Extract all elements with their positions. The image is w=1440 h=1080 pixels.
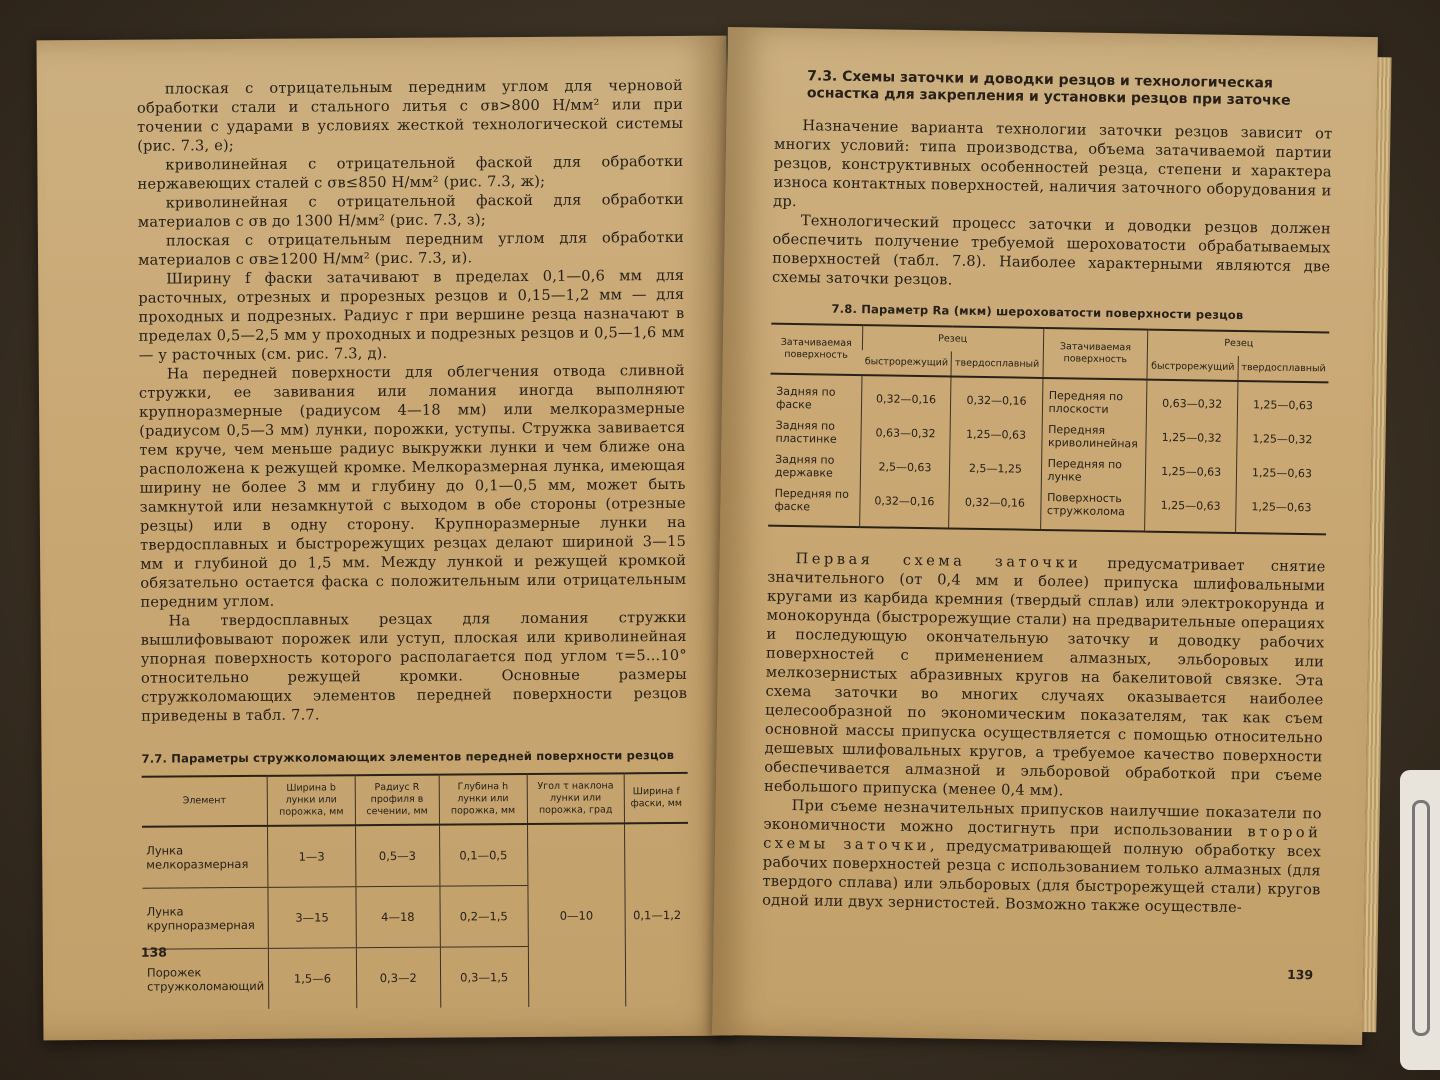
- table-cell: 0,2—1,5: [440, 886, 528, 948]
- table-cell: 1,5—6: [268, 948, 356, 1009]
- table-cell: 1—3: [268, 825, 356, 887]
- table-cell: 0,1—0,5: [439, 824, 527, 886]
- table-cell: 0,5—3: [355, 825, 439, 887]
- paragraph: криволинейная с отрицательной фаской для обработки нержавеющих сталей с σв≤850 Н/мм² (рис. 7.3, ж);: [137, 152, 684, 193]
- table-cell: Порожек стружколомающий: [143, 948, 269, 1009]
- column-header: Затачиваемая поверхность: [771, 324, 863, 375]
- left-page: [37, 36, 734, 1041]
- table-cell: Лунка крупноразмерная: [142, 887, 268, 949]
- table-cell: Передняя по плоскости: [1042, 378, 1148, 421]
- table-cell: Задняя по фаске: [775, 384, 836, 412]
- table-cell: 0,63—0,32: [1147, 380, 1238, 422]
- table-cell: Задняя по пластинке: [775, 418, 837, 446]
- table-cell: 1,25—0,63: [1237, 381, 1328, 423]
- table-row: [768, 483, 1327, 535]
- table-cell: 2,5—1,25: [950, 451, 1042, 486]
- table-cell: 1,25—0,63: [1235, 490, 1326, 534]
- paragraph: Назначение варианта технологии заточки резцов зависит от многих условий: типа производства, объема затачиваемой партии резцов, конструктивных особенностей резца, степени и характера износа контактных поверхностей, наличия заточного оборудования и др.: [773, 117, 1333, 211]
- column-header: быстрорежущий: [862, 350, 952, 376]
- column-header: Ширина b лунки или порожка, мм: [267, 775, 355, 826]
- table-cell: Задняя по державке: [774, 452, 835, 480]
- table-cell: Передняя по лунке: [1041, 453, 1146, 489]
- table-cell: 0,3—1,5: [440, 947, 528, 1008]
- column-header: Радиус R профиля в сечении, мм: [355, 775, 439, 826]
- table-7-7: [142, 772, 690, 1010]
- table-cell: 0,32—0,16: [861, 375, 951, 417]
- table-caption: 7.8. Параметр Ra (мкм) шероховатости поверхности резцов: [831, 301, 1244, 323]
- paragraph-first-scheme: [764, 549, 1326, 805]
- section-title: 7.3. Схемы заточки и доводки резцов и технологическая оснастка для закрепления и установки резцов при заточке: [806, 68, 1291, 109]
- paragraph: На передней поверхности для облегчения отвода сливной стружки, ее завивания или ломания иногда выполняют крупноразмерные (радиусом 4—18 мм) или мелкоразмерные (радиусом 0,5—3 мм) лунки, порожки, уступы. Стружка завивается тем круче, чем меньше радиус выкружки лунки и чем ближе она расположена к режущей кромке. Мелкоразмерная лунка, имеющая ширину не более 3 мм и глубину до 0,1—0,5 мм, может быть замкнутой или незамкнутой с выходом в обе стороны (отрезные резцы) или в одну сторону. Крупноразмерные лунки на твердосплавных и быстрорежущих резцах делают шириной 3—15 мм и глубиной до 1,5 мм. Между лункой и режущей кромкой обязательно остается фаска с положительным или отрицательным передним углом.: [138, 361, 687, 611]
- table-cell: 0,32—0,16: [951, 377, 1043, 419]
- table-cell: Лунка мелкоразмерная: [142, 826, 268, 888]
- desk-card: [1400, 770, 1440, 1070]
- table-cell: 0,32—0,16: [859, 484, 949, 528]
- table-cell: Поверхность стружколома: [1040, 487, 1146, 532]
- paragraph-text: , предусматривающей полную обработку всех рабочих поверхностей резца с использованием только алмазных (для твердого сплава) или эльборовых (для быстрорежущей стали) кругов одной или двух зернистостей. Возможно также осуществле-: [762, 837, 1322, 917]
- paragraph-text: При съеме незначительных припусков наилучшие показатели по экономичности можно достигнуть при использовании: [763, 797, 1322, 841]
- table-cell: 3—15: [268, 887, 356, 949]
- column-header: Элемент: [142, 776, 268, 827]
- table-cell: 1,25—0,63: [950, 418, 1042, 453]
- paragraph: плоская с отрицательным передним углом для обработки материалов с σв≥1200 Н/мм² (рис. 7.3, и).: [137, 228, 684, 269]
- page-number: 138: [140, 944, 168, 960]
- column-header: твердосплавный: [951, 352, 1043, 378]
- column-header: Глубина h лунки или порожка, мм: [439, 774, 527, 825]
- table-row: [142, 823, 688, 888]
- column-header: Угол τ наклона лунки или порожка, град: [527, 773, 625, 824]
- table-cell: 0,32—0,16: [949, 485, 1041, 529]
- paragraph-text: предусматривает снятие значительного (от 0,4 мм и более) припуска шлифовальными кругами из карбида кремния (твердый сплав) или электрокорунда и монокорунда (быстрорежущие стали) на предварительные операциях и последующую окончательную заточку и доводку рабочих поверхностей с применением алмазных, эльборовых или мелкозернистых абразивных кругов на бакелитовой связке. Эта схема заточки во многих случаях оказывается наиболее целесообразной по экономическим показателям, так как съем основной массы припуска осуществляется с помощью относительно дешевых шлифовальных кругов, а требуемое качество поверхности обеспечивается алмазной и эльборовой обработкой при съеме небольшого припуска (менее 0,4 мм).: [763, 554, 1326, 800]
- column-header: твердосплавный: [1238, 356, 1329, 382]
- paragraph: Технологический процесс заточки и доводки резцов должен обеспечить получение требуемой шероховатости обрабатываемых поверхностей (табл. 7.8). Наиболее характерными являются две схемы заточки резцов.: [771, 212, 1331, 289]
- paragraph: плоская с отрицательным передним углом для черновой обработки стали и стального литья с σв>800 Н/мм² или при точении с ударами в условиях жесткой технологической системы (рис. 7.3, е);: [136, 76, 684, 155]
- emphasis: второй схемы заточки: [763, 823, 1322, 855]
- table-cell: 0—10: [527, 823, 626, 1007]
- table-7-8: [768, 323, 1329, 536]
- table-cell: 1,25—0,32: [1146, 421, 1237, 456]
- column-header: Затачиваемая поверхность: [1043, 328, 1149, 380]
- paragraph: Ширину f фаски затачивают в пределах 0,1—0,6 мм для расточных, отрезных и прорезных резцов и 0,15—1,2 мм — для проходных и подрезных. Радиус r при вершине резца назначают в пределах 0,5—2,5 мм у проходных и подрезных резцов и 0,5—1,6 мм — у расточных (см. рис. 7.3, д).: [138, 266, 685, 364]
- paragraph-second-scheme: [762, 796, 1322, 919]
- table-cell: Передняя по фаске: [768, 483, 860, 527]
- table-cell: 0,1—1,2: [624, 823, 689, 1006]
- table-cell: 1,25—0,32: [1237, 422, 1328, 457]
- paragraph: На твердосплавных резцах для ломания стружки вышлифовывают порожек или уступ, плоская или криволинейная упорная поверхность которого располагается под углом τ=5...10° относительно режущей кромки. Основные размеры стружколомающих элементов передней поверхности резцов приведены в табл. 7.7.: [140, 608, 688, 725]
- column-header: быстрорежущий: [1147, 355, 1238, 381]
- table-cell: 0,63—0,32: [860, 416, 950, 451]
- table-cell: 2,5—0,63: [860, 450, 950, 485]
- table-cell: 1,25—0,63: [1145, 489, 1236, 533]
- table-caption: 7.7. Параметры стружколомающих элементов передней поверхности резцов: [141, 747, 675, 766]
- column-header: Ширина f фаски, мм: [624, 773, 688, 823]
- page-number: 139: [1286, 966, 1314, 983]
- column-header: Резец: [862, 325, 1043, 353]
- right-page: [712, 27, 1378, 1045]
- table-cell: 1,25—0,63: [1236, 456, 1327, 491]
- paragraph: криволинейная с отрицательной фаской для обработки материалов с σв до 1300 Н/мм² (рис. 7.3, з);: [137, 190, 684, 231]
- table-cell: Передняя криволинейная: [1041, 419, 1146, 455]
- table-cell: 0,3—2: [356, 947, 440, 1008]
- table-cell: 1,25—0,63: [1146, 455, 1237, 490]
- column-header: Резец: [1148, 330, 1329, 358]
- emphasis: Первая схема заточки: [795, 550, 1082, 572]
- table-cell: 4—18: [356, 886, 440, 948]
